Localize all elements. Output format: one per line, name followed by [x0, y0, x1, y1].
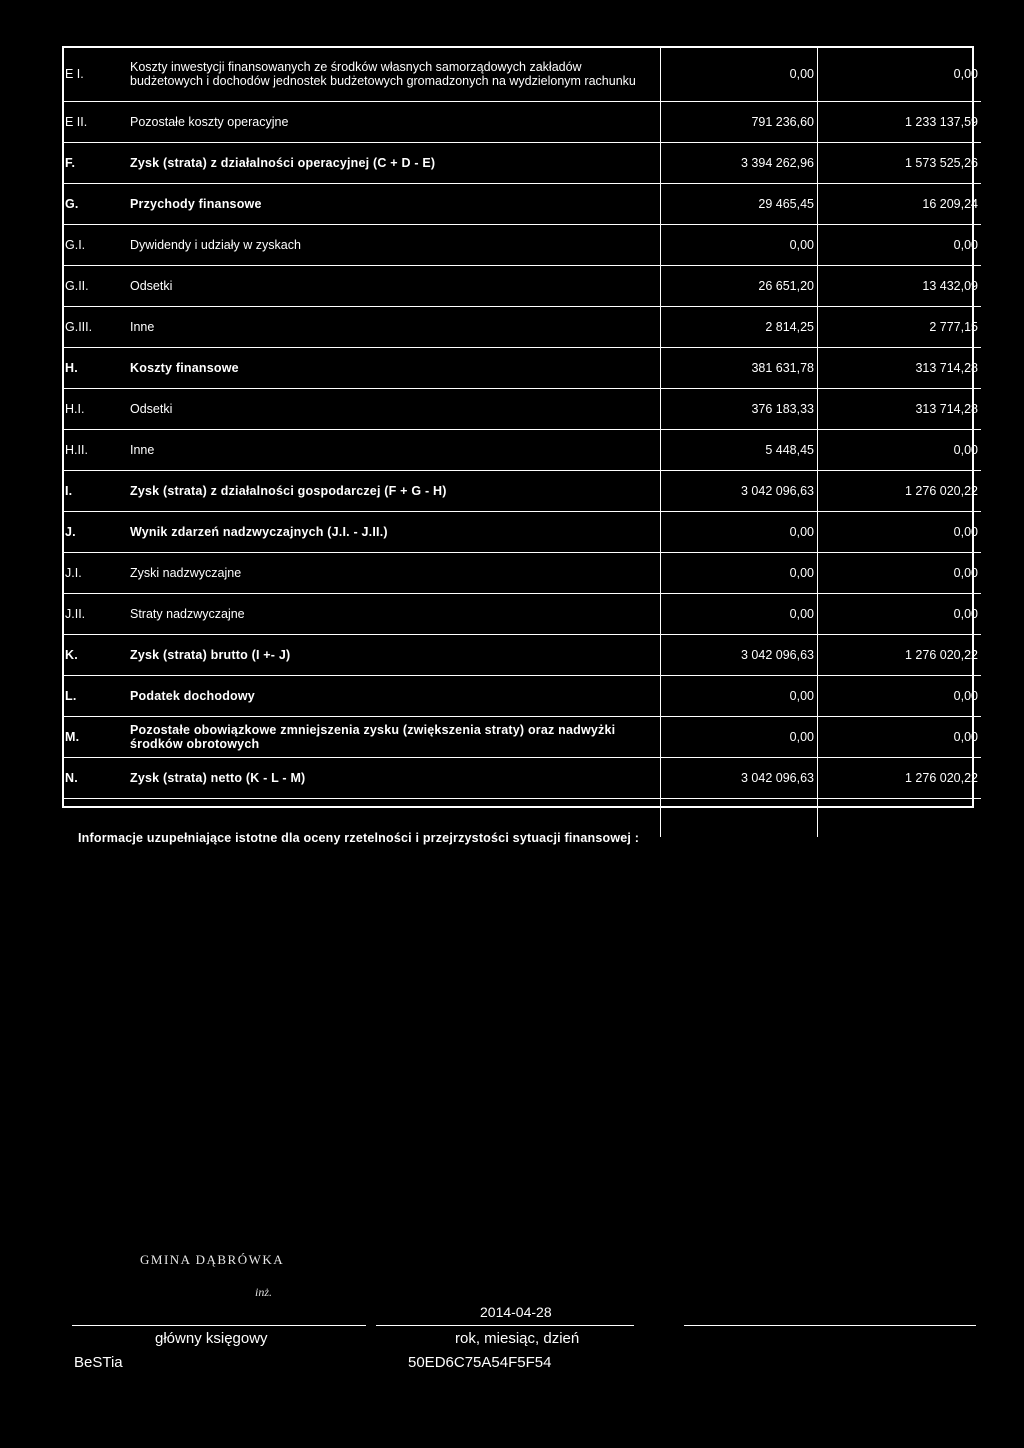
row-label: Dywidendy i udziały w zyskach — [124, 225, 661, 266]
row-label: Odsetki — [124, 389, 661, 430]
software-name: BeSTia — [74, 1354, 123, 1371]
empty-cell — [818, 799, 982, 838]
table-row — [63, 430, 981, 471]
financial-table — [63, 47, 981, 837]
row-value-current: 0,00 — [661, 553, 818, 594]
row-label: Wynik zdarzeń nadzwyczajnych (J.I. - J.II.) — [124, 512, 661, 553]
row-value-previous: 1 573 525,26 — [818, 143, 982, 184]
signature-line-date — [376, 1325, 634, 1326]
row-value-previous: 1 276 020,22 — [818, 635, 982, 676]
row-value-previous: 313 714,28 — [818, 389, 982, 430]
row-code: J. — [63, 512, 124, 553]
row-value-current: 3 042 096,63 — [661, 471, 818, 512]
row-value-previous: 1 233 137,59 — [818, 102, 982, 143]
row-code: H. — [63, 348, 124, 389]
row-label: Zysk (strata) netto (K - L - M) — [124, 758, 661, 799]
row-value-current: 376 183,33 — [661, 389, 818, 430]
row-code: G.III. — [63, 307, 124, 348]
row-value-previous: 313 714,28 — [818, 348, 982, 389]
row-value-previous: 0,00 — [818, 47, 982, 102]
table-row — [63, 717, 981, 758]
table-row — [63, 676, 981, 717]
row-code: H.II. — [63, 430, 124, 471]
row-value-previous: 2 777,15 — [818, 307, 982, 348]
table-row — [63, 102, 981, 143]
row-value-current: 381 631,78 — [661, 348, 818, 389]
row-code: F. — [63, 143, 124, 184]
table-row — [63, 635, 981, 676]
row-label: Koszty inwestycji finansowanych ze środków własnych samorządowych zakładów budżetowych i dochodów jednostek budżetowych gromadzonych na wydzielonym rachunku — [124, 47, 661, 102]
table-row — [63, 471, 981, 512]
office-stamp: GMINA DĄBRÓWKA — [140, 1252, 285, 1267]
row-code: J.I. — [63, 553, 124, 594]
row-value-current: 5 448,45 — [661, 430, 818, 471]
row-value-previous: 0,00 — [818, 430, 982, 471]
row-value-current: 2 814,25 — [661, 307, 818, 348]
row-label: Pozostałe obowiązkowe zmniejszenia zysku (zwiększenia straty) oraz nadwyżki środków obrotowych — [124, 717, 661, 758]
row-value-previous: 0,00 — [818, 717, 982, 758]
table-row — [63, 266, 981, 307]
caption-chief-accountant: główny księgowy — [155, 1330, 268, 1347]
handwritten-signature: inż. — [255, 1285, 273, 1299]
row-value-current: 3 042 096,63 — [661, 758, 818, 799]
empty-cell — [661, 799, 818, 838]
row-value-current: 0,00 — [661, 512, 818, 553]
signature-line-accountant — [72, 1325, 366, 1326]
supplementary-info-heading: Informacje uzupełniające istotne dla oceny rzetelności i przejrzystości sytuacji finansowej : — [78, 831, 640, 845]
row-label: Zysk (strata) brutto (I +- J) — [124, 635, 661, 676]
row-value-previous: 0,00 — [818, 676, 982, 717]
row-code: E II. — [63, 102, 124, 143]
row-label: Zysk (strata) z działalności operacyjnej (C + D - E) — [124, 143, 661, 184]
table-row — [63, 553, 981, 594]
row-label: Odsetki — [124, 266, 661, 307]
row-value-current: 0,00 — [661, 594, 818, 635]
row-label: Przychody finansowe — [124, 184, 661, 225]
row-value-previous: 1 276 020,22 — [818, 471, 982, 512]
row-value-current: 29 465,45 — [661, 184, 818, 225]
row-value-current: 0,00 — [661, 717, 818, 758]
row-value-current: 0,00 — [661, 676, 818, 717]
row-value-previous: 13 432,09 — [818, 266, 982, 307]
row-code: L. — [63, 676, 124, 717]
row-code: J.II. — [63, 594, 124, 635]
table-row — [63, 389, 981, 430]
row-value-previous: 16 209,24 — [818, 184, 982, 225]
table-row — [63, 512, 981, 553]
row-code: G.I. — [63, 225, 124, 266]
row-value-current: 26 651,20 — [661, 266, 818, 307]
row-value-previous: 0,00 — [818, 553, 982, 594]
row-code: G. — [63, 184, 124, 225]
row-code: K. — [63, 635, 124, 676]
row-label: Pozostałe koszty operacyjne — [124, 102, 661, 143]
caption-date: rok, miesiąc, dzień — [455, 1330, 580, 1347]
table-row — [63, 184, 981, 225]
signature-date: 2014-04-28 — [480, 1304, 552, 1320]
document-control-code: 50ED6C75A54F5F54 — [408, 1354, 552, 1371]
table-row — [63, 758, 981, 799]
table-row — [63, 225, 981, 266]
row-value-current: 0,00 — [661, 225, 818, 266]
row-label: Inne — [124, 430, 661, 471]
signature-line-manager — [684, 1325, 976, 1326]
table-row — [63, 348, 981, 389]
row-code: I. — [63, 471, 124, 512]
table-row — [63, 307, 981, 348]
row-label: Straty nadzwyczajne — [124, 594, 661, 635]
row-value-current: 3 042 096,63 — [661, 635, 818, 676]
table-row — [63, 143, 981, 184]
row-value-current: 0,00 — [661, 47, 818, 102]
row-label: Zysk (strata) z działalności gospodarczej (F + G - H) — [124, 471, 661, 512]
row-label: Zyski nadzwyczajne — [124, 553, 661, 594]
row-value-previous: 0,00 — [818, 225, 982, 266]
table-row — [63, 47, 981, 102]
row-code: G.II. — [63, 266, 124, 307]
row-code: E I. — [63, 47, 124, 102]
row-code: M. — [63, 717, 124, 758]
row-code: H.I. — [63, 389, 124, 430]
financial-table-body — [63, 47, 981, 837]
row-label: Podatek dochodowy — [124, 676, 661, 717]
table-row — [63, 594, 981, 635]
row-code: N. — [63, 758, 124, 799]
row-value-current: 791 236,60 — [661, 102, 818, 143]
row-label: Inne — [124, 307, 661, 348]
row-value-previous: 0,00 — [818, 594, 982, 635]
row-label: Koszty finansowe — [124, 348, 661, 389]
row-value-previous: 0,00 — [818, 512, 982, 553]
row-value-previous: 1 276 020,22 — [818, 758, 982, 799]
row-value-current: 3 394 262,96 — [661, 143, 818, 184]
